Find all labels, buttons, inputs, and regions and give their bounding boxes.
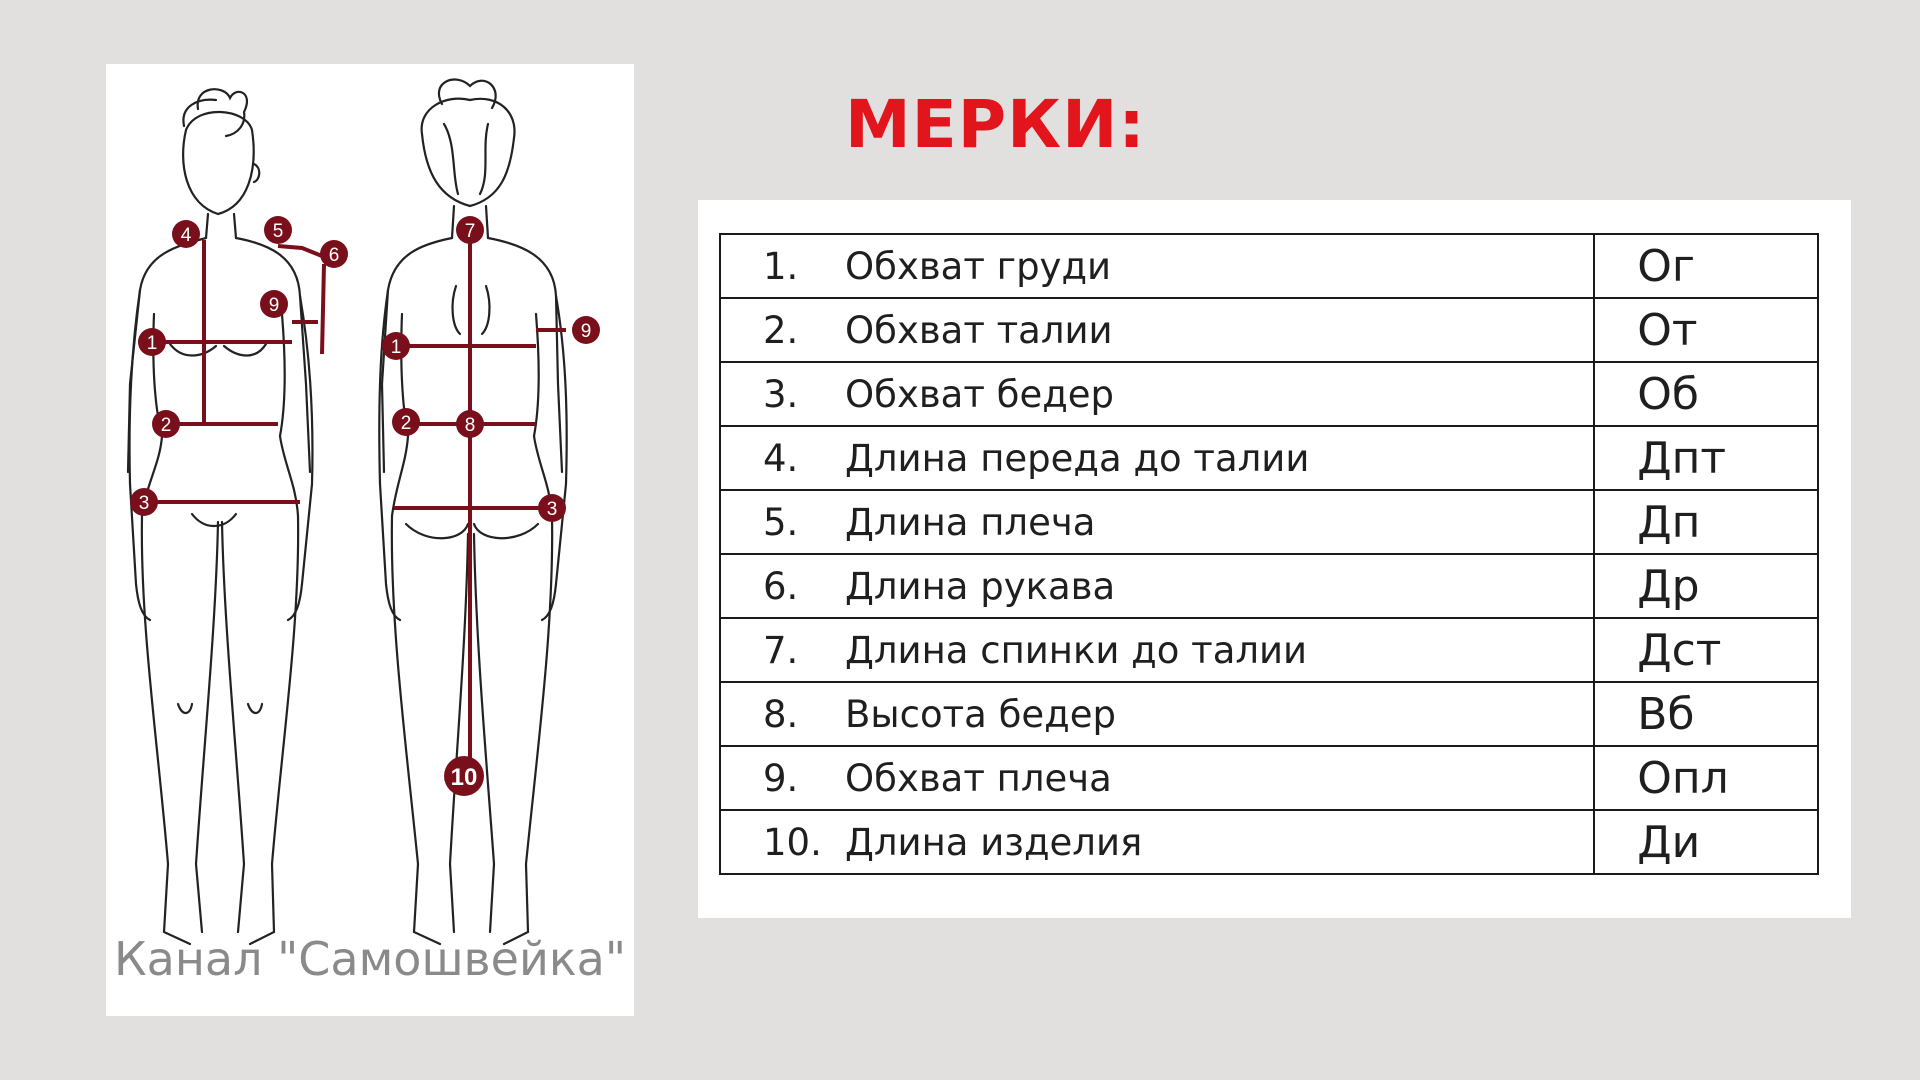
measurement-name-cell [720,554,1594,618]
measurement-name: Длина спинки до талии [845,628,1308,672]
measurement-number: 6. [763,564,799,608]
marker-front-1 [138,328,166,356]
marker-back-10 [444,756,484,796]
measurement-number: 3. [763,372,799,416]
measurement-number: 7. [763,628,799,672]
measurement-name: Обхват плеча [845,756,1112,800]
svg-text:9: 9 [580,321,592,342]
page-title: МЕРКИ: [845,86,1146,163]
measurement-abbreviation: Дст [1594,618,1818,682]
measurement-name-cell [720,234,1594,298]
marker-front-6 [320,240,348,268]
measurement-abbreviation: От [1594,298,1818,362]
marker-front-3 [130,488,158,516]
table-row [720,490,1818,554]
svg-text:2: 2 [160,415,172,436]
table-row [720,554,1818,618]
measurements-panel [698,200,1851,918]
measurement-name-cell [720,682,1594,746]
marker-back-2 [392,408,420,436]
svg-text:9: 9 [268,295,280,316]
measurement-name: Длина переда до талии [845,436,1310,480]
svg-text:2: 2 [400,413,412,434]
measurement-abbreviation: Об [1594,362,1818,426]
measurement-abbreviation: Др [1594,554,1818,618]
measurement-abbreviation: Ди [1594,810,1818,874]
measurement-abbreviation: Вб [1594,682,1818,746]
measurement-number: 9. [763,756,799,800]
measurement-name: Высота бедер [845,692,1116,736]
measurement-number: 5. [763,500,799,544]
measurement-name: Длина изделия [845,820,1143,864]
marker-back-8 [456,410,484,438]
measurement-name: Длина рукава [845,564,1116,608]
measurement-number: 10. [763,820,822,864]
marker-back-1 [382,332,410,360]
svg-text:1: 1 [390,337,402,358]
marker-front-5 [264,216,292,244]
svg-text:5: 5 [272,221,284,242]
svg-text:7: 7 [464,221,476,242]
table-row [720,234,1818,298]
marker-back-7 [456,216,484,244]
measurement-name-cell [720,618,1594,682]
svg-text:8: 8 [464,415,476,436]
front-figure [128,89,313,944]
marker-front-2 [152,410,180,438]
svg-text:3: 3 [138,493,150,514]
measurement-abbreviation: Ог [1594,234,1818,298]
measurement-name: Обхват груди [845,244,1112,288]
measurement-number: 2. [763,308,799,352]
measurement-number: 1. [763,244,799,288]
body-figure-panel [106,64,634,1016]
table-row [720,426,1818,490]
svg-text:1: 1 [146,333,158,354]
watermark: Канал "Самошвейка" [114,932,626,986]
measurement-number: 8. [763,692,799,736]
front-markers [130,216,348,516]
svg-text:3: 3 [546,499,558,520]
svg-text:10: 10 [450,764,478,791]
body-measurement-diagram [106,64,634,1016]
measurement-abbreviation: Опл [1594,746,1818,810]
svg-text:4: 4 [180,225,192,246]
measurement-name-cell [720,810,1594,874]
marker-back-3 [538,494,566,522]
marker-front-4 [172,220,200,248]
table-row [720,746,1818,810]
svg-text:6: 6 [328,245,340,266]
measurement-name-cell [720,298,1594,362]
table-row [720,810,1818,874]
measurements-table [719,233,1819,875]
measurement-name: Длина плеча [845,500,1096,544]
marker-front-9 [260,290,288,318]
measurement-name-cell [720,490,1594,554]
measurement-name: Обхват бедер [845,372,1115,416]
measurement-name-cell [720,746,1594,810]
measurement-number: 4. [763,436,799,480]
measurement-abbreviation: Дп [1594,490,1818,554]
measurement-name-cell [720,426,1594,490]
table-row [720,682,1818,746]
measurement-abbreviation: Дпт [1594,426,1818,490]
table-row [720,618,1818,682]
table-row [720,362,1818,426]
measurement-name-cell [720,362,1594,426]
table-row [720,298,1818,362]
marker-back-9 [572,316,600,344]
measurement-name: Обхват талии [845,308,1113,352]
